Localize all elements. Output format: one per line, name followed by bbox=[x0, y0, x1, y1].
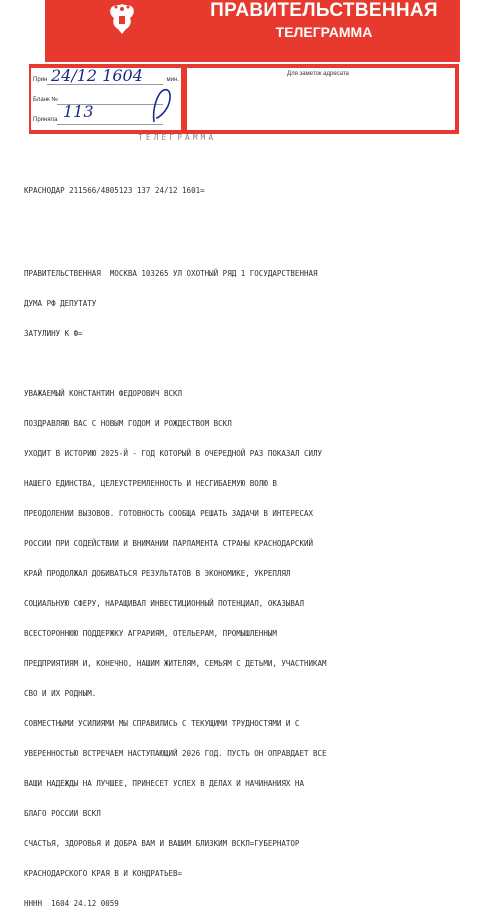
address-line: ЗАТУЛИНУ К Ф= bbox=[24, 329, 83, 338]
message-line: ВАШИ НАДЕЖДЫ НА ЛУЧШЕЕ, ПРИНЕСЕТ УСПЕХ В ДЕЛАХ И НАЧИНАНИЯХ НА bbox=[24, 779, 304, 788]
message-line: КРАЙ ПРОДОЛЖАЛ ДОБИВАТЬСЯ РЕЗУЛЬТАТОВ В ЭКОНОМИКЕ, УКРЕПЛЯЛ bbox=[24, 569, 291, 578]
double-headed-eagle-emblem-icon bbox=[105, 0, 139, 36]
blank-label: Бланк № bbox=[33, 97, 58, 103]
message-line: СОВМЕСТНЫМИ УСИЛИЯМИ МЫ СПРАВИЛИСЬ С ТЕКУЩИМИ ТРУДНОСТЯМИ И С bbox=[24, 719, 300, 728]
notes-label: Для заметок адресата bbox=[287, 71, 349, 77]
message-line: СЧАСТЬЯ, ЗДОРОВЬЯ И ДОБРА ВАМ И ВАШИМ БЛИЗКИМ ВСКЛ=ГУБЕРНАТОР bbox=[24, 839, 300, 848]
header-subtitle: ТЕЛЕГРАММА bbox=[275, 24, 373, 40]
message-line: ПРЕОДОЛЕНИИ ВЫЗОВОВ. ГОТОВНОСТЬ СООБЩА РЕШАТЬ ЗАДАЧИ В ИНТЕРЕСАХ bbox=[24, 509, 313, 518]
accepted-handwriting: 24/12 1604 bbox=[51, 66, 143, 85]
notes-box bbox=[187, 68, 455, 130]
message-line: УВЕРЕННОСТЬЮ ВСТРЕЧАЕМ НАСТУПАЮЩИЙ 2026 ГОД. ПУСТЬ ОН ОПРАВДАЕТ ВСЕ bbox=[24, 749, 327, 758]
routing-line: КРАСНОДАР 211566/4805123 137 24/12 1601= bbox=[24, 186, 205, 195]
received-line bbox=[57, 124, 163, 125]
accepted-label: Прин bbox=[33, 77, 48, 83]
telegram-body bbox=[24, 166, 494, 919]
telegram-header bbox=[45, 0, 460, 62]
message-line: ПРЕДПРИЯТИЯМ И, КОНЕЧНО, НАШИМ ЖИТЕЛЯМ, СЕМЬЯМ С ДЕТЬМИ, УЧАСТНИКАМ bbox=[24, 659, 327, 668]
handwritten-mark-icon bbox=[150, 88, 174, 124]
message-line: НАШЕГО ЕДИНСТВА, ЦЕЛЕУСТРЕМЛЕННОСТЬ И НЕСГИБАЕМУЮ ВОЛЮ В bbox=[24, 479, 277, 488]
message-line: БЛАГО РОССИИ ВСКЛ bbox=[24, 809, 101, 818]
form-strip bbox=[29, 64, 459, 134]
message-line: КРАСНОДАРСКОГО КРАЯ В И КОНДРАТЬЕВ= bbox=[24, 869, 183, 878]
address-line: ПРАВИТЕЛЬСТВЕННАЯ МОСКВА 103265 УЛ ОХОТНЫЙ РЯД 1 ГОСУДАРСТВЕННАЯ bbox=[24, 269, 318, 278]
message-line: УВАЖАЕМЫЙ КОНСТАНТИН ФЕДОРОВИЧ ВСКЛ bbox=[24, 389, 183, 398]
message-line: СОЦИАЛЬНУЮ СФЕРУ, НАРАЩИВАЛ ИНВЕСТИЦИОННЫЙ ПОТЕНЦИАЛ, ОКАЗЫВАЛ bbox=[24, 599, 304, 608]
message-line: РОССИИ ПРИ СОДЕЙСТВИИ И ВНИМАНИИ ПАРЛАМЕНТА СТРАНЫ КРАСНОДАРСКИЙ bbox=[24, 539, 313, 548]
received-label: Приняла bbox=[33, 117, 58, 123]
message-line: ВСЕСТОРОННЮЮ ПОДДЕРЖКУ АГРАРИЯМ, ОТЕЛЬЕРАМ, ПРОМЫШЛЕННЫМ bbox=[24, 629, 277, 638]
header-title: ПРАВИТЕЛЬСТВЕННАЯ bbox=[210, 0, 438, 21]
message-line: СВО И ИХ РОДНЫМ. bbox=[24, 689, 97, 698]
blank-number-handwriting: 113 bbox=[63, 102, 94, 121]
telegram-label: ТЕЛЕГРАММА bbox=[138, 133, 217, 142]
accepted-row bbox=[31, 66, 181, 90]
accepted-unit: мин. bbox=[166, 77, 179, 83]
message-line: ПОЗДРАВЛЯЮ ВАС С НОВЫМ ГОДОМ И РОЖДЕСТВОМ ВСКЛ bbox=[24, 419, 232, 428]
address-line: ДУМА РФ ДЕПУТАТУ bbox=[24, 299, 97, 308]
message-line: УХОДИТ В ИСТОРИЮ 2025-Й - ГОД КОТОРЫЙ В ОЧЕРЕДНОЙ РАЗ ПОКАЗАЛ СИЛУ bbox=[24, 449, 323, 458]
footer-line: НННН 1604 24.12 0059 bbox=[24, 899, 119, 908]
